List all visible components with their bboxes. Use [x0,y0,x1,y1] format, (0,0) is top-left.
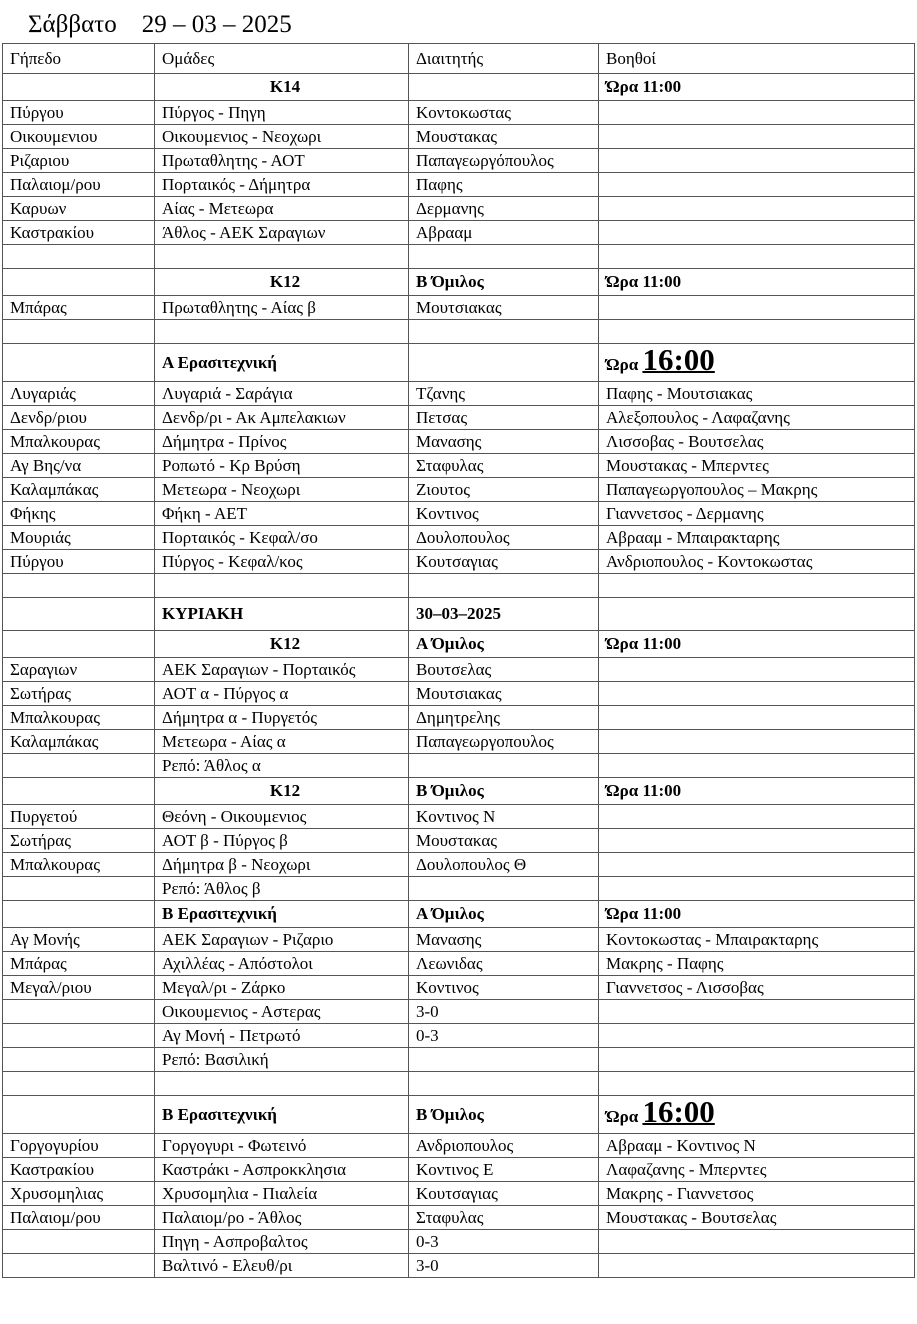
empty-cell [155,320,409,344]
section-header-row [3,344,915,382]
match-row [3,454,915,478]
teams-cell: Βαλτινό - Ελευθ/ρι [155,1254,409,1278]
field-cell: Καλαμπάκας [3,730,155,754]
match-row [3,1206,915,1230]
empty-cell [155,245,409,269]
assistants-cell: Αλεξοπουλος - Λαφαζανης [599,406,915,430]
referee-cell: Ζιουτος [409,478,599,502]
referee-cell: Κοντινος Ε [409,1158,599,1182]
time-value: 11:00 [642,272,682,291]
schedule-table [2,43,915,1278]
header-field: Γήπεδο [3,44,155,74]
group-label: Α Όμιλος [409,631,599,658]
assistants-cell [599,101,915,125]
field-cell: Μπαλκουρας [3,430,155,454]
teams-cell: Δήμητρα β - Νεοχωρι [155,853,409,877]
teams-cell: Πηγη - Ασπροβαλτος [155,1230,409,1254]
match-row [3,101,915,125]
assistants-cell: Αβρααμ - Μπαιρακταρης [599,526,915,550]
section-header-row [3,74,915,101]
group-label [409,344,599,382]
match-row [3,928,915,952]
teams-cell: ΑΟΤ α - Πύργος α [155,682,409,706]
empty-cell [3,901,155,928]
section-header-row [3,631,915,658]
match-row [3,877,915,901]
match-row [3,149,915,173]
referee-cell: Δουλοπουλος Θ [409,853,599,877]
field-cell: Οικουμενιου [3,125,155,149]
empty-cell [599,598,915,631]
header-assistants: Βοηθοί [599,44,915,74]
assistants-cell [599,658,915,682]
assistants-cell: Γιαννετσος - Λισσοβας [599,976,915,1000]
referee-cell [409,754,599,778]
field-cell: Αγ Μονής [3,928,155,952]
assistants-cell [599,853,915,877]
match-row [3,1134,915,1158]
empty-cell [599,245,915,269]
assistants-cell [599,173,915,197]
teams-cell: Δήμητρα α - Πυργετός [155,706,409,730]
assistants-cell [599,1230,915,1254]
referee-cell: 3-0 [409,1254,599,1278]
section-header-row [3,901,915,928]
referee-cell [409,877,599,901]
kickoff-time [599,631,915,658]
teams-cell: Ρεπό: Άθλος α [155,754,409,778]
field-cell [3,1048,155,1072]
blank-row [3,574,915,598]
teams-cell: Αχιλλέας - Απόστολοι [155,952,409,976]
referee-cell: Μανασης [409,430,599,454]
assistants-cell [599,682,915,706]
time-label: Ώρα [606,634,639,653]
time-label: Ώρα [606,355,639,374]
referee-cell: Δουλοπουλος [409,526,599,550]
assistants-cell: Κοντοκωστας - Μπαιρακταρης [599,928,915,952]
empty-cell [155,574,409,598]
field-cell [3,1230,155,1254]
section-header-row [3,269,915,296]
match-row [3,382,915,406]
field-cell: Πυργετού [3,805,155,829]
teams-cell: Πύργος - Κεφαλ/κος [155,550,409,574]
match-row [3,805,915,829]
empty-cell [3,269,155,296]
match-row [3,1024,915,1048]
field-cell: Μουριάς [3,526,155,550]
teams-cell: Χρυσομηλια - Πιαλεία [155,1182,409,1206]
category-label: Β Ερασιτεχνική [155,901,409,928]
empty-cell [3,631,155,658]
empty-cell [409,574,599,598]
assistants-cell [599,1000,915,1024]
referee-cell: Μουτσιακας [409,296,599,320]
match-row [3,1000,915,1024]
assistants-cell: Λαφαζανης - Μπερντες [599,1158,915,1182]
time-label: Ώρα [606,272,639,291]
blank-row [3,320,915,344]
field-cell: Καρυων [3,197,155,221]
empty-cell [3,344,155,382]
referee-cell: Κοντινος Ν [409,805,599,829]
group-label: Β Όμιλος [409,778,599,805]
field-cell: Αγ Βης/να [3,454,155,478]
field-cell [3,1254,155,1278]
teams-cell: Οικουμενιος - Νεοχωρι [155,125,409,149]
field-cell: Παλαιομ/ρου [3,1206,155,1230]
assistants-cell: Λισσοβας - Βουτσελας [599,430,915,454]
assistants-cell [599,730,915,754]
teams-cell: Ροπωτό - Κρ Βρύση [155,454,409,478]
blank-row [3,245,915,269]
teams-cell: Θεόνη - Οικουμενιος [155,805,409,829]
referee-cell: Παπαγεωργοπουλος [409,730,599,754]
teams-cell: Καστράκι - Ασπροκκλησια [155,1158,409,1182]
assistants-cell [599,197,915,221]
section-header-row [3,778,915,805]
assistants-cell [599,1254,915,1278]
field-cell: Ριζαριου [3,149,155,173]
referee-cell: Κουτσαγιας [409,550,599,574]
match-row [3,296,915,320]
kickoff-time [599,901,915,928]
time-value: 11:00 [642,781,682,800]
kickoff-time [599,1096,915,1134]
match-row [3,430,915,454]
assistants-cell [599,125,915,149]
group-label: Β Όμιλος [409,1096,599,1134]
teams-cell: Φήκη - ΑΕΤ [155,502,409,526]
teams-cell: Μετεωρα - Αίας α [155,730,409,754]
referee-cell: Κοντινος [409,976,599,1000]
time-label: Ώρα [606,904,639,923]
match-row [3,829,915,853]
empty-cell [3,74,155,101]
referee-cell: Μουστακας [409,829,599,853]
assistants-cell [599,1024,915,1048]
assistants-cell: Μακρης - Παφης [599,952,915,976]
field-cell: Λυγαριάς [3,382,155,406]
match-row [3,730,915,754]
empty-cell [599,1072,915,1096]
match-row [3,952,915,976]
empty-cell [409,245,599,269]
match-row [3,853,915,877]
match-row [3,221,915,245]
empty-cell [3,245,155,269]
field-cell: Γοργογυρίου [3,1134,155,1158]
referee-cell: Τζανης [409,382,599,406]
teams-cell: Πύργος - Πηγη [155,101,409,125]
sunday-header-row [3,598,915,631]
category-label: Κ12 [155,778,409,805]
match-row [3,1158,915,1182]
header-row [3,44,915,74]
match-row [3,197,915,221]
match-row [3,976,915,1000]
assistants-cell: Αβρααμ - Κοντινος Ν [599,1134,915,1158]
category-label: Κ14 [155,74,409,101]
match-row [3,1048,915,1072]
section-header-row [3,1096,915,1134]
teams-cell: Μετεωρα - Νεοχωρι [155,478,409,502]
match-row [3,682,915,706]
teams-cell: Δενδρ/ρι - Ακ Αμπελακιων [155,406,409,430]
time-value: 16:00 [642,1095,715,1129]
referee-cell: Λεωνιδας [409,952,599,976]
assistants-cell: Παφης - Μουτσιακας [599,382,915,406]
teams-cell: Δήμητρα - Πρίνος [155,430,409,454]
empty-cell [599,320,915,344]
referee-cell: Παπαγεωργόπουλος [409,149,599,173]
referee-cell: 3-0 [409,1000,599,1024]
group-label: Β Όμιλος [409,269,599,296]
referee-cell: Βουτσελας [409,658,599,682]
referee-cell: Μουστακας [409,125,599,149]
teams-cell: Οικουμενιος - Αστερας [155,1000,409,1024]
teams-cell: Πρωταθλητης - Αίας β [155,296,409,320]
category-label: Β Ερασιτεχνική [155,1096,409,1134]
field-cell: Μπαλκουρας [3,853,155,877]
empty-cell [599,574,915,598]
field-cell [3,754,155,778]
referee-cell: Κουτσαγιας [409,1182,599,1206]
blank-row [3,1072,915,1096]
teams-cell: Πορταικός - Δήμητρα [155,173,409,197]
kickoff-time [599,778,915,805]
assistants-cell [599,1048,915,1072]
match-row [3,478,915,502]
assistants-cell: Μακρης - Γιαννετσος [599,1182,915,1206]
teams-cell: Λυγαριά - Σαράγια [155,382,409,406]
assistants-cell [599,829,915,853]
empty-cell [3,320,155,344]
field-cell [3,1000,155,1024]
assistants-cell [599,877,915,901]
referee-cell: Κοντινος [409,502,599,526]
referee-cell: Δημητρελης [409,706,599,730]
referee-cell [409,1048,599,1072]
empty-cell [155,1072,409,1096]
kickoff-time [599,74,915,101]
field-cell: Πύργου [3,101,155,125]
empty-cell [3,598,155,631]
time-label: Ώρα [606,77,639,96]
kickoff-time [599,344,915,382]
teams-cell: Πορταικός - Κεφαλ/σο [155,526,409,550]
time-label: Ώρα [606,781,639,800]
match-row [3,1254,915,1278]
time-label: Ώρα [606,1107,639,1126]
field-cell: Καστρακίου [3,221,155,245]
teams-cell: ΑΕΚ Σαραγιων - Ριζαριο [155,928,409,952]
field-cell [3,877,155,901]
referee-cell: 0-3 [409,1230,599,1254]
kickoff-time [599,269,915,296]
assistants-cell [599,706,915,730]
page-title: Σάββατο 29 – 03 – 2025 [28,11,292,38]
match-row [3,550,915,574]
field-cell: Σωτήρας [3,829,155,853]
time-value: 11:00 [642,634,682,653]
assistants-cell: Μουστακας - Βουτσελας [599,1206,915,1230]
referee-cell: Πετσας [409,406,599,430]
assistants-cell: Γιαννετσος - Δερμανης [599,502,915,526]
time-value: 11:00 [642,904,682,923]
assistants-cell: Ανδριοπουλος - Κοντοκωστας [599,550,915,574]
field-cell: Φήκης [3,502,155,526]
empty-cell [409,320,599,344]
field-cell: Παλαιομ/ρου [3,173,155,197]
referee-cell: Σταφυλας [409,1206,599,1230]
field-cell: Σωτήρας [3,682,155,706]
assistants-cell [599,805,915,829]
referee-cell: Μανασης [409,928,599,952]
group-label: Α Όμιλος [409,901,599,928]
match-row [3,173,915,197]
teams-cell: Γοργογυρι - Φωτεινό [155,1134,409,1158]
empty-cell [3,1096,155,1134]
referee-cell: Κοντοκωστας [409,101,599,125]
teams-cell: Πρωταθλητης - ΑΟΤ [155,149,409,173]
category-label: Κ12 [155,631,409,658]
time-value: 16:00 [642,343,715,377]
match-row [3,406,915,430]
match-row [3,1182,915,1206]
field-cell: Πύργου [3,550,155,574]
empty-cell [3,778,155,805]
teams-cell: ΑΟΤ β - Πύργος β [155,829,409,853]
referee-cell: Μουτσιακας [409,682,599,706]
empty-cell [3,574,155,598]
field-cell [3,1024,155,1048]
referee-cell: Σταφυλας [409,454,599,478]
day-label: ΚΥΡΙΑΚΗ [155,598,409,631]
match-row [3,1230,915,1254]
assistants-cell [599,754,915,778]
field-cell: Σαραγιων [3,658,155,682]
group-label [409,74,599,101]
match-row [3,754,915,778]
referee-cell: Ανδριοπουλος [409,1134,599,1158]
field-cell: Χρυσομηλιας [3,1182,155,1206]
match-row [3,658,915,682]
teams-cell: Παλαιομ/ρο - Άθλος [155,1206,409,1230]
field-cell: Καλαμπάκας [3,478,155,502]
empty-cell [3,1072,155,1096]
assistants-cell [599,221,915,245]
header-referee: Διαιτητής [409,44,599,74]
match-row [3,526,915,550]
field-cell: Καστρακίου [3,1158,155,1182]
empty-cell [409,1072,599,1096]
header-teams: Ομάδες [155,44,409,74]
match-row [3,502,915,526]
teams-cell: Μεγαλ/ρι - Ζάρκο [155,976,409,1000]
referee-cell: Αβρααμ [409,221,599,245]
assistants-cell: Παπαγεωργοπουλος – Μακρης [599,478,915,502]
field-cell: Μπάρας [3,952,155,976]
date-label: 30–03–2025 [409,598,599,631]
field-cell: Μπαλκουρας [3,706,155,730]
teams-cell: Αγ Μονή - Πετρωτό [155,1024,409,1048]
field-cell: Δενδρ/ριου [3,406,155,430]
category-label: Κ12 [155,269,409,296]
referee-cell: Παφης [409,173,599,197]
referee-cell: 0-3 [409,1024,599,1048]
field-cell: Μπάρας [3,296,155,320]
teams-cell: Αίας - Μετεωρα [155,197,409,221]
assistants-cell [599,296,915,320]
match-row [3,706,915,730]
teams-cell: Άθλος - ΑΕΚ Σαραγιων [155,221,409,245]
assistants-cell [599,149,915,173]
time-value: 11:00 [642,77,682,96]
referee-cell: Δερμανης [409,197,599,221]
match-row [3,125,915,149]
teams-cell: ΑΕΚ Σαραγιων - Πορταικός [155,658,409,682]
assistants-cell: Μουστακας - Μπερντες [599,454,915,478]
teams-cell: Ρεπό: Βασιλική [155,1048,409,1072]
category-label: Α Ερασιτεχνική [155,344,409,382]
field-cell: Μεγαλ/ριου [3,976,155,1000]
teams-cell: Ρεπό: Άθλος β [155,877,409,901]
